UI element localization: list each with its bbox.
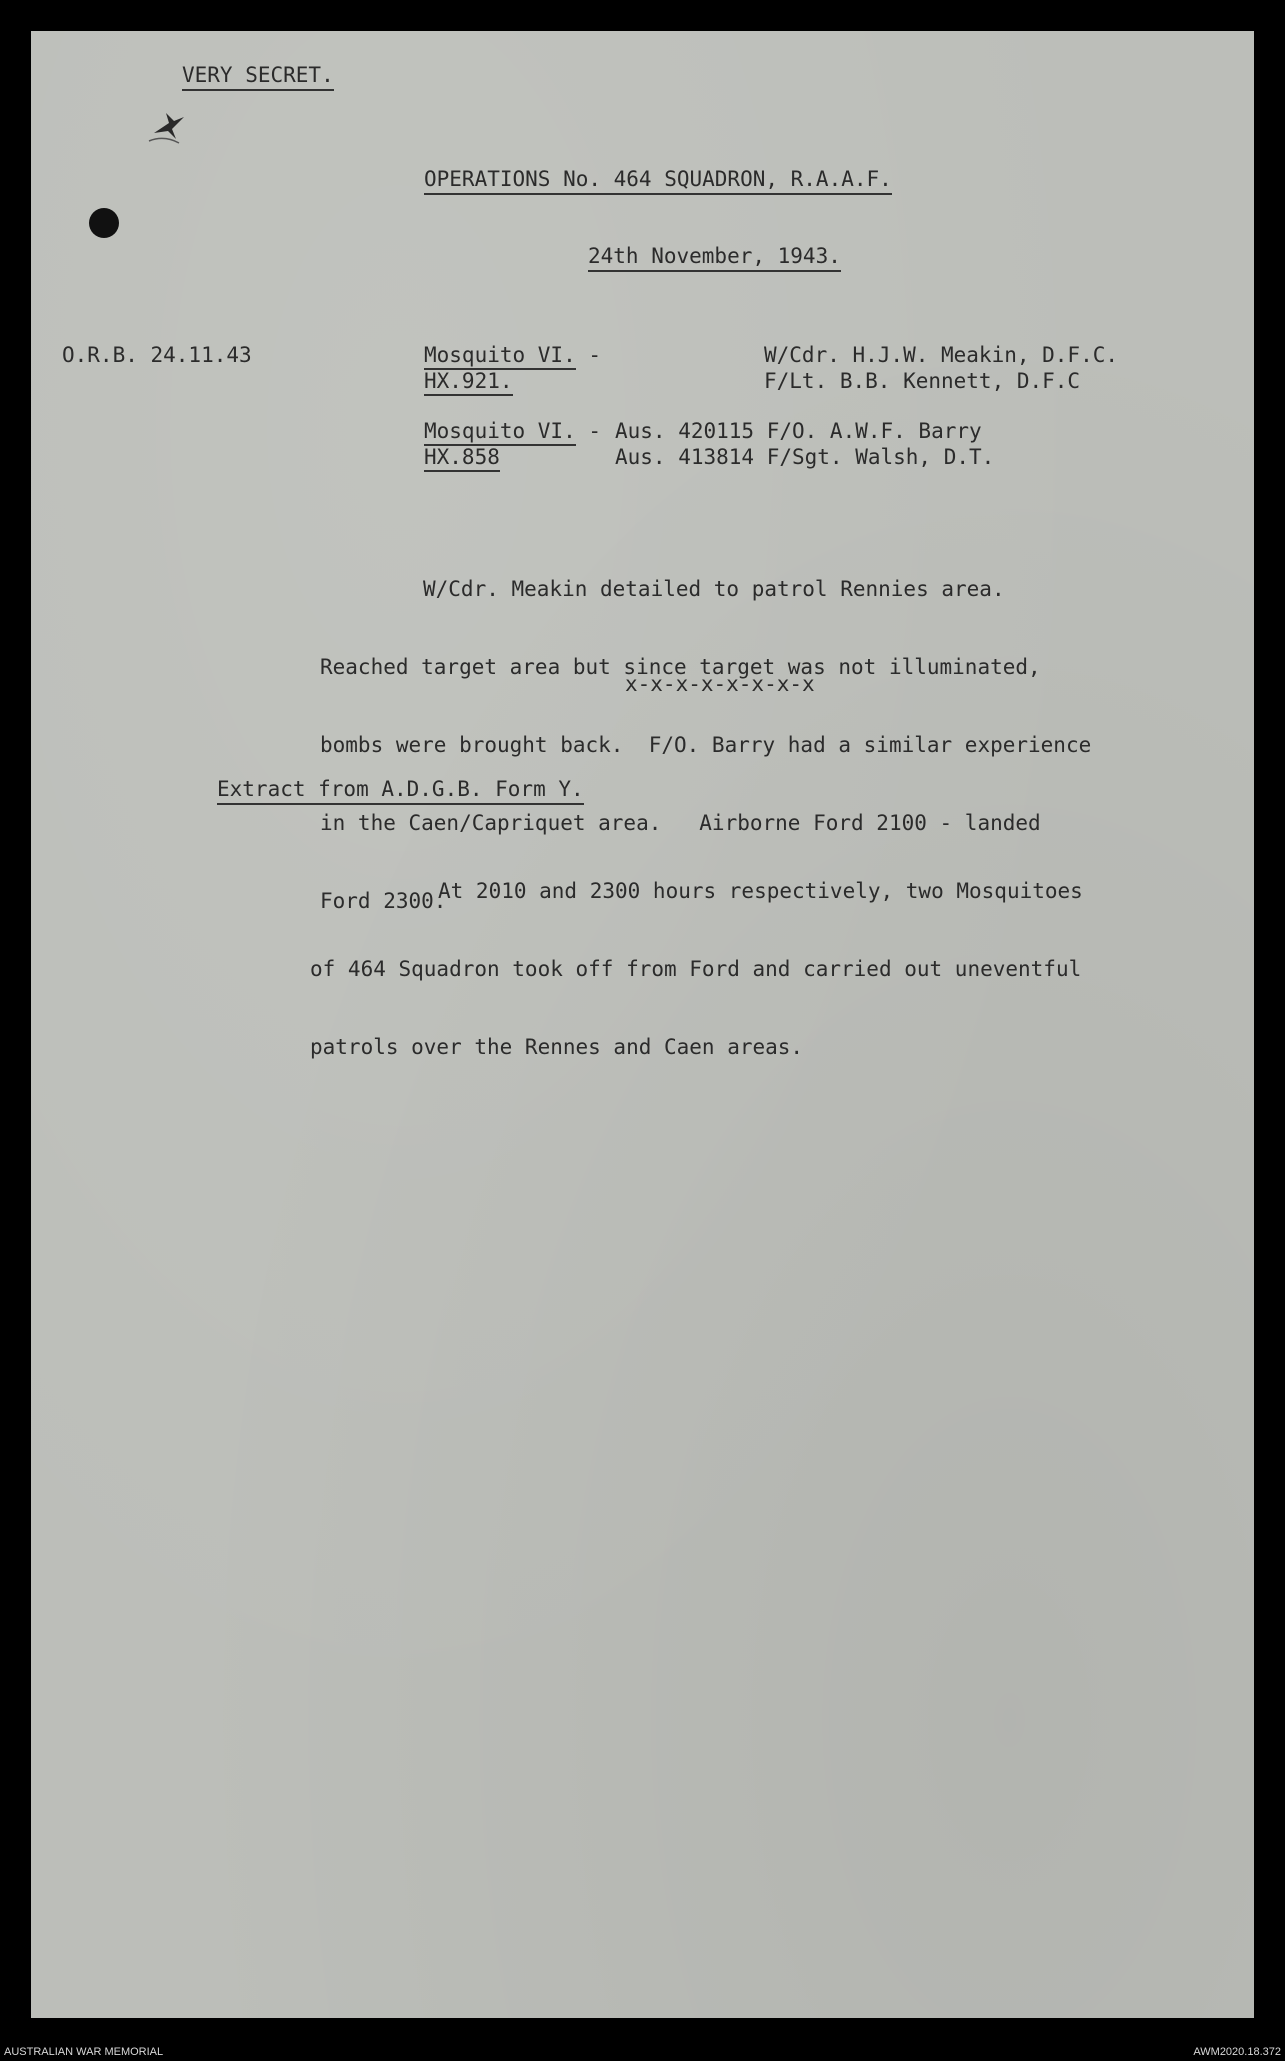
punch-hole: [89, 208, 119, 238]
aircraft-2-serial: [424, 444, 500, 470]
document-title: OPERATIONS No. 464 SQUADRON, R.A.A.F.: [424, 166, 892, 195]
ink-mark-icon: [144, 93, 204, 153]
narrative-line: bombs were brought back. F/O. Barry had a similar experience: [320, 733, 1092, 757]
aircraft-2-type: [424, 418, 601, 444]
aircraft-1-type-label: Mosquito VI.: [424, 343, 576, 370]
footer-accession-number: AWM2020.18.372: [1193, 2046, 1281, 2058]
narrative-line: Reached target area but since target was not illuminated,: [320, 655, 1041, 679]
aircraft-1-crew-2: F/Lt. B.B. Kennett, D.F.C: [764, 369, 1081, 393]
extract-heading: Extract from A.D.G.B. Form Y.: [217, 776, 584, 805]
aircraft-1-type: [424, 342, 601, 368]
extract-paragraph: [310, 826, 1083, 1112]
orb-reference: O.R.B. 24.11.43: [62, 343, 252, 367]
narrative-line: W/Cdr. Meakin detailed to patrol Rennies area.: [423, 577, 1005, 601]
document-page: [31, 31, 1254, 2018]
aircraft-1-serial: [424, 368, 513, 394]
narrative-line: in the Caen/Capriquet area. Airborne Ford 2100 - landed: [320, 811, 1041, 835]
aircraft-2-crew-1: Aus. 420115 F/O. A.W.F. Barry: [615, 419, 982, 443]
narrative-line: Ford 2300.: [320, 889, 447, 913]
extract-line: of 464 Squadron took off from Ford and carried out uneventful: [310, 957, 1082, 981]
aircraft-2-type-label: Mosquito VI.: [424, 419, 576, 446]
section-separator: x-x-x-x-x-x-x-x: [625, 672, 815, 696]
extract-line: At 2010 and 2300 hours respectively, two Mosquitoes: [438, 879, 1083, 903]
aircraft-1-dash: -: [575, 343, 602, 367]
extract-line: patrols over the Rennes and Caen areas.: [310, 1035, 804, 1059]
document-date: 24th November, 1943.: [588, 243, 841, 272]
aircraft-2-serial-label: HX.858: [424, 445, 500, 472]
aircraft-2-dash: -: [588, 419, 602, 443]
aircraft-2-crew-2: Aus. 413814 F/Sgt. Walsh, D.T.: [615, 445, 995, 469]
footer-institution: AUSTRALIAN WAR MEMORIAL: [4, 2046, 164, 2058]
classification-label: VERY SECRET.: [182, 62, 334, 91]
aircraft-1-crew-1: W/Cdr. H.J.W. Meakin, D.F.C.: [764, 343, 1119, 367]
aircraft-1-serial-label: HX.921.: [424, 369, 513, 396]
